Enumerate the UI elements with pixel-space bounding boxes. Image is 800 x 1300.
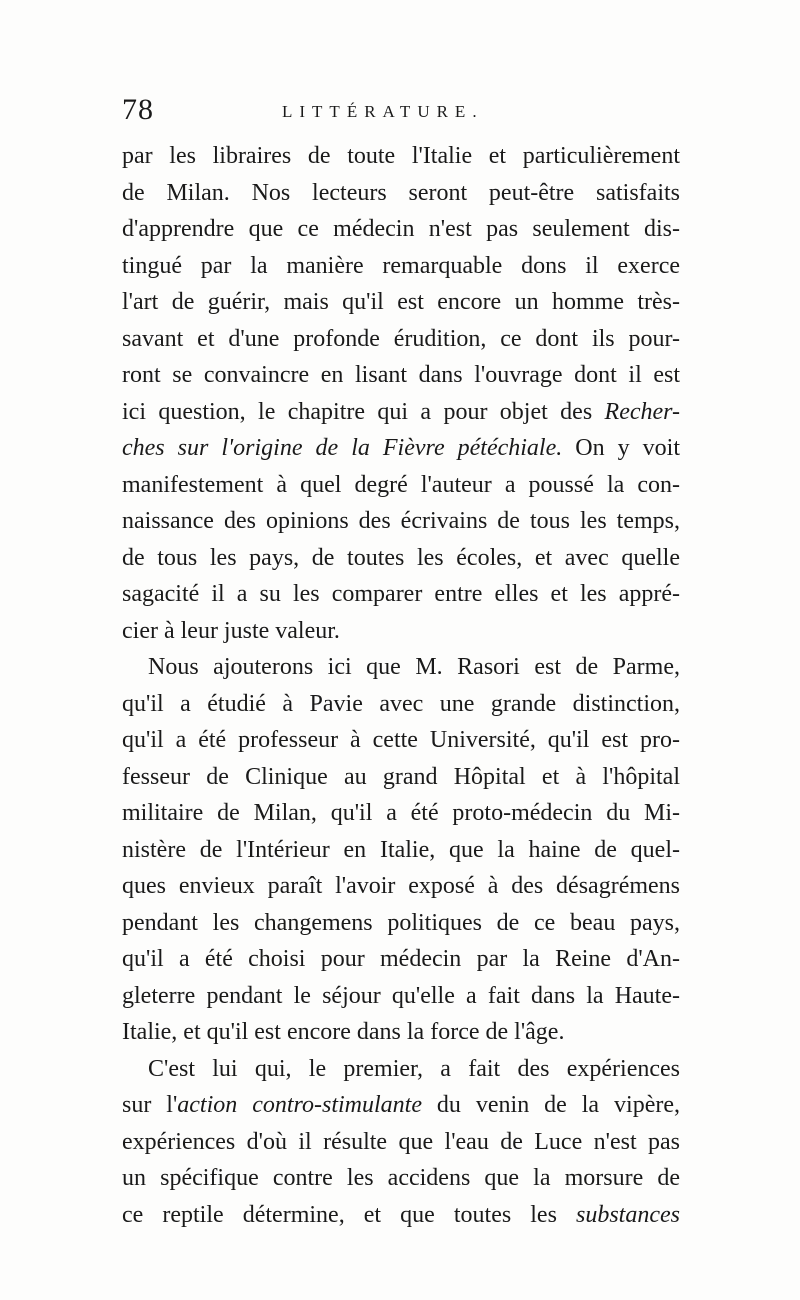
text-line: un spécifique contre les accidens que la morsure de: [122, 1165, 680, 1191]
text-line: [122, 394, 680, 431]
text-line: qu'il a été professeur à cette Université, qu'il est pro-: [122, 727, 680, 753]
text-line: [122, 1197, 680, 1234]
text-line: [122, 1087, 680, 1124]
text-line: ques envieux paraît l'avoir exposé à des désagrémens: [122, 873, 680, 899]
text-line: militaire de Milan, qu'il a été proto-médecin du Mi-: [122, 800, 680, 826]
text-line: fesseur de Clinique au grand Hôpital et à l'hôpital: [122, 763, 680, 790]
text-line: par les libraires de toute l'Italie et particulièrement: [122, 143, 680, 169]
page-number: 78: [122, 93, 154, 126]
running-head: [122, 92, 682, 132]
text-line: [122, 430, 680, 467]
text-line: ront se convaincre en lisant dans l'ouvrage dont il est: [122, 362, 680, 388]
text-run: On y voit: [562, 435, 681, 461]
text-line: qu'il a été choisi pour médecin par la Reine d'An-: [122, 946, 680, 972]
text-line: Italie, et qu'il est encore dans la force de l'âge.: [122, 1019, 565, 1045]
text-line: gleterre pendant le séjour qu'elle a fait dans la Haute-: [122, 982, 680, 1009]
text-line: de tous les pays, de toutes les écoles, et avec quelle: [122, 544, 680, 571]
italic-text-run: ches sur l'origine de la Fièvre pétéchiale.: [122, 435, 563, 461]
text-line: nistère de l'Intérieur en Italie, que la haine de quel-: [122, 836, 680, 863]
text-line: sagacité il a su les comparer entre elles et les appré-: [122, 581, 680, 607]
text-line: pendant les changemens politiques de ce beau pays,: [122, 909, 680, 936]
text-line: manifestement à quel degré l'auteur a poussé la con-: [122, 471, 680, 498]
text-line: Nous ajouterons ici que M. Rasori est de Parme,: [148, 654, 680, 680]
text-run: du venin de la vipère,: [421, 1092, 680, 1118]
text-line: de Milan. Nos lecteurs seront peut-être satisfaits: [122, 179, 680, 206]
italic-text-run: Recher-: [604, 398, 680, 425]
running-title: LITTÉRATURE.: [282, 102, 484, 121]
text-line: savant et d'une profonde érudition, ce dont ils pour-: [122, 325, 680, 352]
text-line: tingué par la manière remarquable dons il exerce: [122, 252, 680, 279]
text-line: qu'il a étudié à Pavie avec une grande distinction,: [122, 690, 680, 717]
text-run: ce reptile détermine, et que toutes les: [122, 1201, 576, 1228]
text-line: C'est lui qui, le premier, a fait des expériences: [148, 1055, 680, 1082]
text-run: sur l': [122, 1092, 178, 1118]
italic-text-run: action contro-stimulante: [177, 1092, 422, 1118]
body-text: [122, 138, 680, 1233]
text-line: naissance des opinions des écrivains de tous les temps,: [122, 508, 680, 534]
text-run: ici question, le chapitre qui a pour objet des: [122, 398, 605, 425]
italic-text-run: substances: [576, 1201, 680, 1228]
text-line: d'apprendre que ce médecin n'est pas seulement dis-: [122, 216, 680, 242]
text-line: l'art de guérir, mais qu'il est encore un homme très-: [122, 289, 680, 315]
text-line: expériences d'où il résulte que l'eau de Luce n'est pas: [122, 1128, 680, 1155]
text-line: cier à leur juste valeur.: [122, 617, 340, 644]
